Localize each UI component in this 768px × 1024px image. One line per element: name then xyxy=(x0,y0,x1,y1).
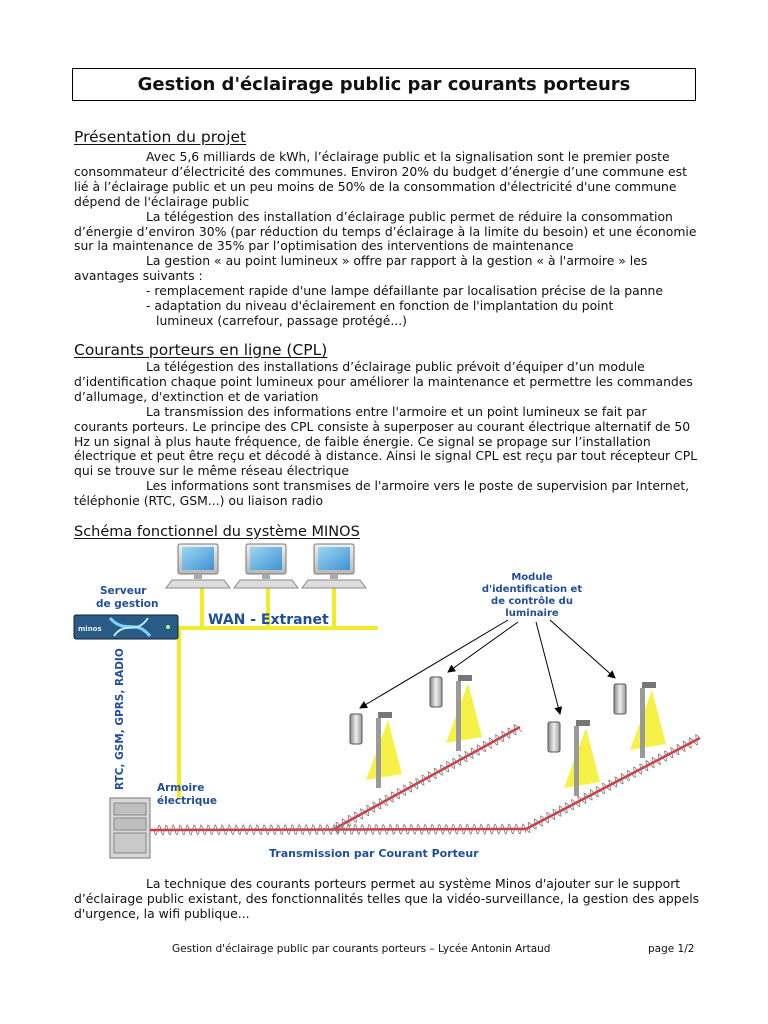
module-label: de contrôle du xyxy=(491,596,573,607)
server-brand: minos xyxy=(78,625,102,633)
paragraph: La télégestion des installations d’éclairage public prévoit d’équiper d’un module d’identification chaque point lumineux pour améliorer la maintenance et permettre les commandes d’allumage, d'extinction et de variation xyxy=(74,359,693,404)
server-icon xyxy=(74,615,178,639)
section-heading-presentation: Présentation du projet xyxy=(74,128,247,146)
paragraph: Les informations sont transmises de l'armoire vers le poste de supervision par Internet, téléphonie (RTC, GSM...) ou liaison radio xyxy=(74,478,690,509)
wan-label: WAN - Extranet xyxy=(208,612,329,628)
list-item: - remplacement rapide d'une lampe défaillante par localisation précise de la panne xyxy=(146,283,664,299)
link-label: RTC, GSM, GPRS, RADIO xyxy=(114,648,126,790)
paragraph: La technique des courants porteurs permet au système Minos d'ajouter sur le support d’éclairage public existant, des fonctionnalités telles que la vidéo-surveillance, la gestion des appels d'urgence, la wifi publique... xyxy=(74,876,700,921)
paragraph: La gestion « au point lumineux » offre par rapport à la gestion « à l'armoire » les avantages suivants : xyxy=(74,253,648,284)
cabinet-label: électrique xyxy=(157,795,217,807)
cabinet-label: Armoire xyxy=(157,782,205,794)
street-light-icon xyxy=(430,675,482,751)
server-label: Serveur xyxy=(100,585,147,597)
page-title: Gestion d'éclairage public par courants porteurs xyxy=(72,68,696,101)
footer-title: Gestion d'éclairage public par courants porteurs – Lycée Antonin Artaud xyxy=(172,943,551,955)
street-light-icon xyxy=(350,712,402,788)
module-arrows xyxy=(360,620,615,714)
computer-icon xyxy=(234,544,298,588)
server-label: de gestion xyxy=(96,598,159,610)
closing-body xyxy=(74,877,704,922)
system-diagram xyxy=(70,540,710,870)
page-footer xyxy=(0,943,768,959)
transmission-label: Transmission par Courant Porteur xyxy=(269,847,479,860)
section-cpl-body xyxy=(74,360,704,509)
paragraph: La télégestion des installation d’éclairage public permet de réduire la consommation d’énergie d’environ 30% (par réduction du temps d’éclairage à la limite du besoin) et une économie sur la maintenance de 35% par l’optimisation des interventions de maintenance xyxy=(74,208,697,254)
section-presentation-body xyxy=(74,150,704,329)
paragraph: La transmission des informations entre l'armoire et un point lumineux se fait par courants porteurs. Le principe des CPL consiste à superposer au courant électrique alternatif de 50 Hz un signal à plus haute fréquence, de faible énergie. Ce signal se propage sur l’installation électrique et peut être reçu et décodé à distance. Ainsi le signal CPL est reçu par tout récepteur CPL qui se trouve sur le même réseau électrique xyxy=(74,403,698,479)
module-label: luminaire xyxy=(505,608,559,619)
module-label: d'identification et xyxy=(481,584,583,595)
paragraph: Avec 5,6 milliards de kWh, l’éclairage public et la signalisation sont le premier poste consommateur d’électricité des communes. Environ 20% du budget d’énergie d’une commune est lié à l’éclairage public et un peu moins de 50% de la consommation d'électricité d'une commune dépend de l'éclairage public xyxy=(74,149,687,209)
list-item-continuation: lumineux (carrefour, passage protégé...) xyxy=(156,312,408,328)
computer-icon xyxy=(166,544,230,588)
module-label: Module xyxy=(511,572,553,583)
list-item: - adaptation du niveau d'éclairement en fonction de l'implantation du point xyxy=(146,298,614,314)
page-number: page 1/2 xyxy=(648,943,695,955)
cabinet-icon xyxy=(110,798,150,858)
street-light-icon xyxy=(614,682,666,758)
street-light-icon xyxy=(548,720,600,796)
computer-icon xyxy=(302,544,366,588)
section-heading-schema: Schéma fonctionnel du système MINOS xyxy=(74,524,360,540)
section-heading-cpl: Courants porteurs en ligne (CPL) xyxy=(74,341,328,359)
